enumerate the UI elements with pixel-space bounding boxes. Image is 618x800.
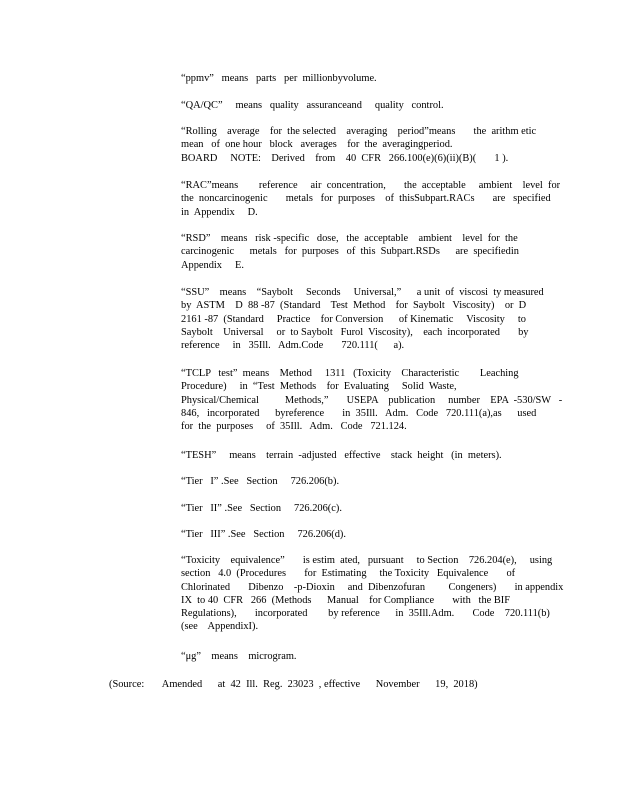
definition-microgram xyxy=(181,650,541,663)
text-line: 846, incorporated byreference in 35Ill. Adm. Code 720.111(a),as used xyxy=(181,407,537,419)
definition-tier-1 xyxy=(181,475,541,488)
text-line: Regulations), incorporated by reference in 35Ill.Adm. Code 720.111(b) xyxy=(181,608,550,620)
definition-ssu xyxy=(181,286,544,352)
text-line: “Tier III” .See Section 726.206(d). xyxy=(181,529,346,540)
text-line: by ASTM D 88 -87 (Standard Test Method for Saybolt Viscosity) or D xyxy=(181,300,527,312)
definition-tier-2 xyxy=(181,502,541,515)
text-line: “RAC”means reference air concentration, the acceptable ambient level for xyxy=(181,180,561,191)
text-line: Chlorinated Dibenzo -p-Dioxin and Dibenzofuran Congeners) in appendix xyxy=(181,581,564,593)
text-line: Physical/Chemical Methods,” USEPA publication number EPA -530/SW - xyxy=(181,394,563,406)
text-line: in Appendix D. xyxy=(181,206,258,218)
text-line: carcinogenic metals for purposes of this Subpart.RSDs are specifiedin xyxy=(181,246,519,258)
text-line: “QA/QC” means quality assuranceand quality control. xyxy=(181,100,444,111)
text-line: “ppmv” means parts per millionbyvolume. xyxy=(181,73,377,84)
text-line: “Toxicity equivalence” is estim ated, pursuant to Section 726.204(e), using xyxy=(181,555,553,566)
definition-qa-qc xyxy=(181,99,541,112)
definition-tesh xyxy=(181,449,541,462)
text-line: Appendix E. xyxy=(181,259,244,271)
text-line: “SSU” means “Saybolt Seconds Universal,” a unit of viscosi ty measured xyxy=(181,287,544,298)
text-line: “Rolling average for the selected averaging period”means the arithm etic xyxy=(181,126,537,137)
definition-rac xyxy=(181,179,561,219)
text-line: BOARD NOTE: Derived from 40 CFR 266.100(e)(6)(ii)(B)( 1 ). xyxy=(181,152,509,164)
definition-tclp xyxy=(181,367,563,433)
text-line: reference in 35Ill. Adm.Code 720.111( a). xyxy=(181,340,405,352)
text-line: 2161 -87 (Standard Practice for Conversion of Kinematic Viscosity to xyxy=(181,313,526,325)
text-line: (see AppendixI). xyxy=(181,621,259,633)
text-line: “Tier II” .See Section 726.206(c). xyxy=(181,503,342,514)
text-line: “RSD” means risk -specific dose, the acceptable ambient level for the xyxy=(181,233,518,244)
text-line: “TCLP test” means Method 1311 (Toxicity Characteristic Leaching xyxy=(181,368,519,379)
source-note: (Source: Amended at 42 Ill. Reg. 23023 , effective November 19, 2018) xyxy=(109,679,478,690)
definition-ppmv xyxy=(181,72,541,85)
text-line: “μg” means microgram. xyxy=(181,651,297,662)
definition-toxicity-equivalence xyxy=(181,554,564,634)
text-line: for the purposes of 35Ill. Adm. Code 721.124. xyxy=(181,421,407,433)
text-line: Saybolt Universal or to Saybolt Furol Viscosity), each incorporated by xyxy=(181,326,529,338)
text-line: Procedure) in “Test Methods for Evaluating Solid Waste, xyxy=(181,381,457,393)
text-line: “Tier I” .See Section 726.206(b). xyxy=(181,476,340,487)
definition-rsd xyxy=(181,232,541,272)
text-line: mean of one hour block averages for the averagingperiod. xyxy=(181,139,453,151)
text-line: the noncarcinogenic metals for purposes of thisSubpart.RACs are specified xyxy=(181,193,551,205)
text-line: section 4.0 (Procedures for Estimating the Toxicity Equivalence of xyxy=(181,568,516,580)
definition-tier-3 xyxy=(181,528,541,541)
text-line: “TESH” means terrain -adjusted effective stack height (in meters). xyxy=(181,450,502,461)
definition-rolling-average xyxy=(181,125,541,165)
text-line: IX to 40 CFR 266 (Methods Manual for Compliance with the BIF xyxy=(181,594,511,606)
